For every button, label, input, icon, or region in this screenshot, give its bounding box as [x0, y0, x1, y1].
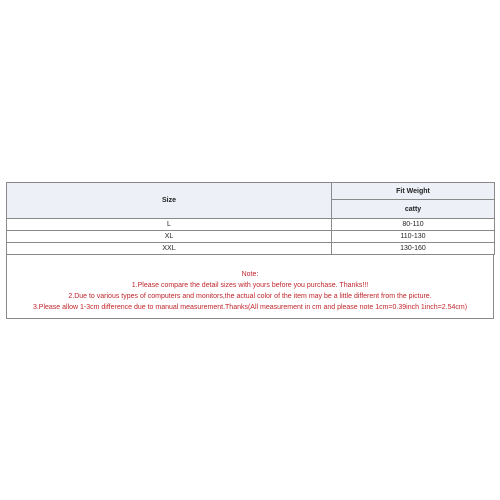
size-table — [6, 182, 495, 255]
header-size: Size — [7, 183, 332, 219]
table-row — [7, 219, 495, 231]
note-title: Note: — [241, 271, 259, 278]
weight-cell: 130-160 — [332, 243, 495, 255]
note-line-1: 1.Please compare the detail sizes with yours before you purchase. Thanks!!! — [131, 282, 369, 289]
size-cell: L — [7, 219, 332, 231]
note-line-2: 2.Due to various types of computers and monitors,the actual color of the item may be a little different from the picture. — [68, 293, 432, 300]
table-row — [7, 243, 495, 255]
note-line-3: 3.Please allow 1-3cm difference due to manual measurement.Thanks(All measurement in cm and please note 1cm=0.39inch 1inch=2.54cm) — [32, 304, 468, 311]
size-cell: XXL — [7, 243, 332, 255]
weight-cell: 110-130 — [332, 231, 495, 243]
header-unit: catty — [332, 200, 495, 219]
header-fit-weight: Fit Weight — [332, 183, 495, 200]
notes-box — [6, 255, 494, 319]
size-cell: XL — [7, 231, 332, 243]
weight-cell: 80-110 — [332, 219, 495, 231]
size-chart — [6, 182, 494, 319]
table-row — [7, 231, 495, 243]
